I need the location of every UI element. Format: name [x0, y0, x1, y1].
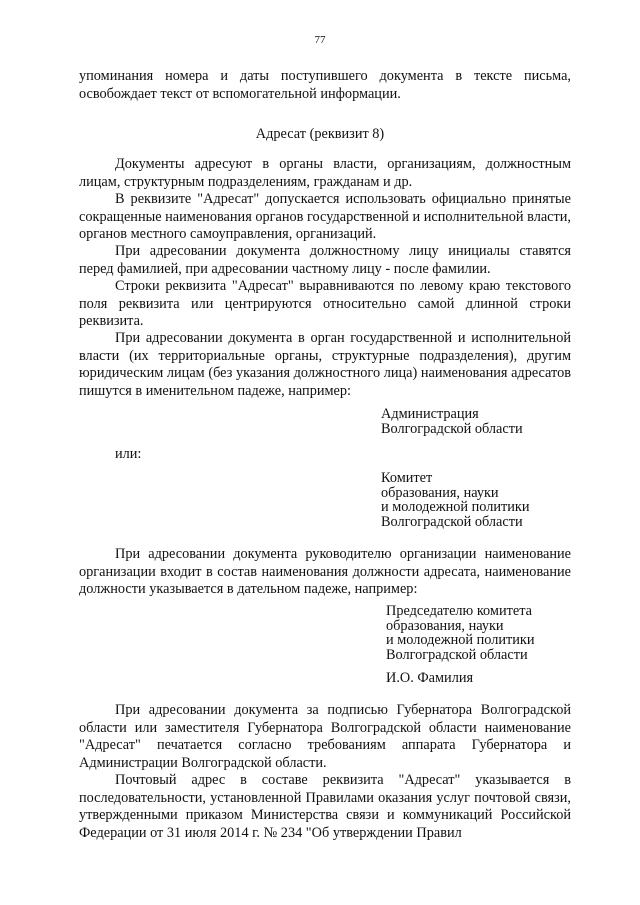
- address-line: Волгоградской области: [381, 513, 523, 530]
- section-heading: Адресат (реквизит 8): [255, 126, 385, 142]
- intro-paragraph: упоминания номера и даты поступившего документа в тексте письма, освобождает текст от вспомогательной информации.: [79, 68, 571, 102]
- address-line: и молодежной политики: [381, 499, 530, 516]
- paragraph-initials: При адресовании документа должностному лицу инициалы ставятся перед фамилией, при адресовании частному лицу - после фамилии.: [79, 243, 571, 277]
- or-word: или:: [115, 446, 142, 462]
- paragraph-postal-address: Почтовый адрес в составе реквизита "Адресат" указывается в последовательности, установленной Правилами оказания услуг почтовой связи, утвержденными приказом Министерства связи и коммуникаций Российской Федерации от 31 июля 2014 г. № 234 "Об утверждении Правил: [79, 772, 571, 841]
- address-line: образования, науки: [386, 617, 504, 634]
- address-line: Комитет: [381, 470, 433, 486]
- page-number: 77: [314, 34, 326, 46]
- address-example-administration: [381, 407, 523, 436]
- address-line: и молодежной политики: [386, 632, 535, 649]
- address-example-committee: [381, 471, 530, 529]
- address-line: образования, науки: [381, 484, 499, 501]
- address-line: Волгоградской области: [381, 420, 523, 437]
- paragraph-organizations: При адресовании документа в орган государственной и исполнительной власти (их территориальные органы, структурные подразделения), другим юридическим лицам (без указания должностного лица) наименования адресатов пишутся в именительном падеже, например:: [79, 330, 571, 399]
- paragraph-head-of-organization: При адресовании документа руководителю организации наименование организации входит в состав наименования должности адресата, наименование должности указывается в дательном падеже, например:: [79, 546, 571, 597]
- address-example-chairman: [386, 604, 535, 662]
- address-line: Волгоградской области: [386, 646, 528, 663]
- paragraph-addressees: Документы адресуют в органы власти, организациям, должностным лицам, структурным подразделениям, гражданам и др.: [79, 156, 571, 190]
- address-line: Председателю комитета: [386, 603, 532, 619]
- address-line: Администрация: [381, 406, 479, 422]
- address-example-name: И.О. Фамилия: [386, 670, 474, 686]
- paragraph-abbreviations: В реквизите "Адресат" допускается использовать официально принятые сокращенные наименования органов государственной и исполнительной власти, органов местного самоуправления, организаций.: [79, 191, 571, 242]
- paragraph-governor-signature: При адресовании документа за подписью Губернатора Волгоградской области или заместителя Губернатора Волгоградской области наименование "Адресат" печатается согласно требованиям аппарата Губернатора и Администрации Волгоградской области.: [79, 702, 571, 771]
- paragraph-alignment: Строки реквизита "Адресат" выравниваются по левому краю текстового поля реквизита или центрируются относительно самой длинной строки реквизита.: [79, 278, 571, 329]
